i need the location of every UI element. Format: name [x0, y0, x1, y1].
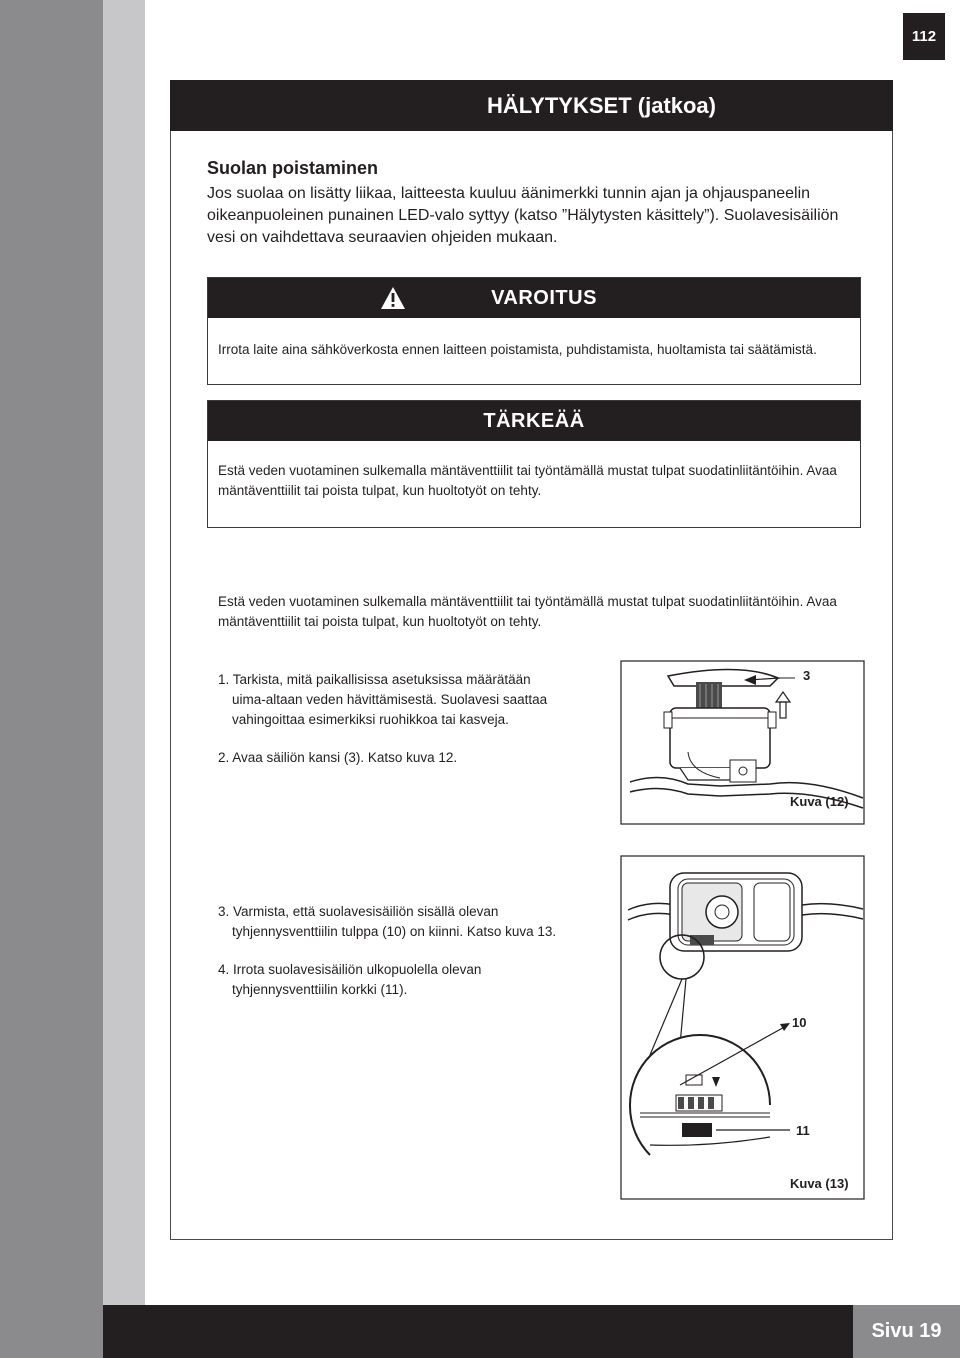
figure-12-caption-word: Kuva	[790, 794, 822, 809]
step-3-line-1: 3. Varmista, että suolavesisäiliön sisällä olevan	[218, 904, 499, 919]
warning-text: Irrota laite aina sähköverkosta ennen laitteen poistamista, puhdistamista, huoltamista tai säätämistä.	[218, 342, 817, 357]
figure-12-caption	[790, 794, 849, 809]
step-3-line-2: tyhjennysventtiilin tulppa (10) on kiinni. Katso kuva 13.	[232, 924, 557, 939]
figure-12-callout-3: 3	[803, 668, 811, 683]
footer-bar	[103, 1305, 853, 1358]
figure-13-caption-number: (13)	[825, 1176, 849, 1191]
title-bar	[170, 80, 893, 131]
figure-13-caption	[790, 1176, 849, 1191]
left-inner-band	[103, 0, 145, 1358]
step-4-line-1: 4. Irrota suolavesisäiliön ulkopuolella olevan	[218, 962, 482, 977]
important-header: TÄRKEÄÄ	[208, 401, 860, 441]
step-4-line-2: tyhjennysventtiilin korkki (11).	[232, 982, 408, 997]
figure-13-callout-11: 11	[796, 1123, 810, 1138]
intro-paragraph: Jos suolaa on lisätty liikaa, laitteesta kuuluu äänimerkki tunnin ajan ja ohjauspaneelin oikeanpuoleinen punainen LED-valo syttyy (katso ”Hälytysten käsittely”). Suolavesisäiliön vesi on vaihdettava seuraavien ohjeiden mukaan.	[207, 185, 839, 246]
step-4	[218, 960, 481, 1000]
warning-box	[207, 277, 861, 385]
step-1-line-1: 1. Tarkista, mitä paikallisissa asetuksissa määrätään	[218, 672, 531, 687]
step-1-line-2: uima-altaan veden hävittämisestä. Suolavesi saattaa	[232, 692, 548, 707]
important-text: Estä veden vuotaminen sulkemalla mäntäventtiilit tai työntämällä mustat tulpat suodatinliitäntöihin. Avaa mäntäventtiilit tai poista tulpat, kun huoltotyöt on tehty.	[218, 463, 837, 498]
figure-13-caption-word: Kuva	[790, 1176, 822, 1191]
figure-13-callout-10: 10	[792, 1015, 807, 1030]
warning-triangle-icon	[380, 286, 406, 310]
footer-page-label: Sivu 19	[853, 1305, 960, 1358]
warning-header	[208, 278, 860, 318]
page-number-box: 112	[903, 13, 945, 60]
step-1-line-3: vahingoittaa esimerkiksi ruohikkoa tai kasveja.	[232, 712, 509, 727]
important-box	[207, 400, 861, 528]
figure-13-illustration	[620, 855, 865, 1200]
figure-12-caption-number: (12)	[825, 794, 849, 809]
repeated-note: Estä veden vuotaminen sulkemalla mäntäventtiilit tai työntämällä mustat tulpat suodatinliitäntöihin. Avaa mäntäventtiilit tai poista tulpat, kun huoltotyöt on tehty.	[218, 594, 837, 629]
warning-label: VAROITUS	[491, 286, 597, 309]
left-sidebar-band	[0, 0, 103, 1358]
page-title: HÄLYTYKSET (jatkoa)	[486, 92, 716, 118]
section-title: Suolan poistaminen	[207, 158, 379, 178]
step-2-line-1: 2. Avaa säiliön kansi (3). Katso kuva 12.	[218, 750, 458, 765]
step-1	[218, 670, 547, 730]
step-3	[218, 902, 556, 942]
step-2	[218, 748, 457, 768]
